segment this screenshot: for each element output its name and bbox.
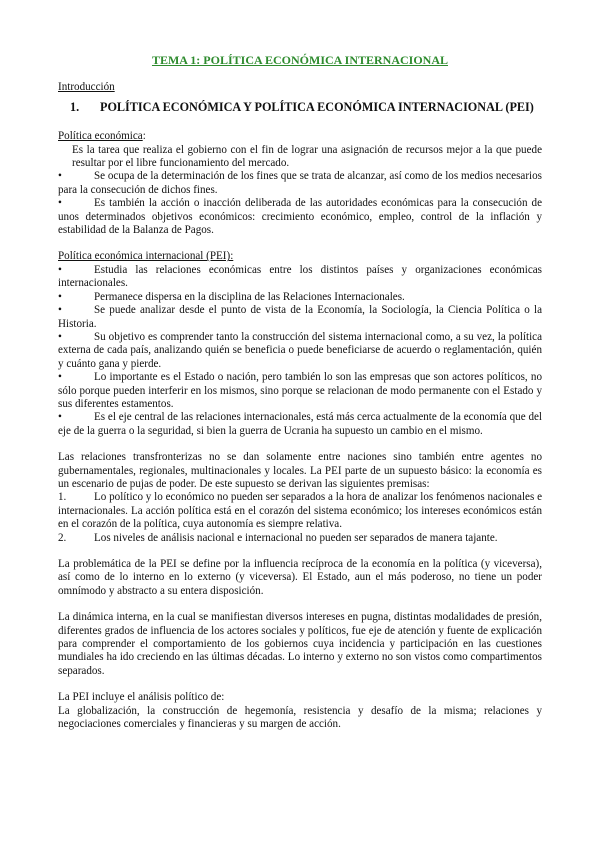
- paragraph-problematica: La problemática de la PEI se define por la influencia recíproca de la economía en la política (y viceversa), así como de lo interno en lo externo (y viceversa). El Estado, aun el más poderoso, no tiene un poder omnímodo y abstracto a su entera disposición.: [58, 558, 542, 597]
- bullet-mark: •: [58, 330, 62, 343]
- pei-bullet-text: Lo importante es el Estado o nación, pero también lo son las empresas que son actores políticos, no sólo porque pueden interferir en los mismos, sino porque se relacionan de modo permanente con el Estado y sus diferentes estamentos.: [58, 371, 542, 410]
- pei-bullet-3: [58, 304, 542, 331]
- pe-bullet-text: Se ocupa de la determinación de los fines que se trata de alcanzar, así como de los medios necesarios para la consecución de dichos fines.: [58, 170, 542, 196]
- bullet-mark: •: [58, 411, 62, 424]
- pe-bullet-text: Es también la acción o inacción deliberada de las autoridades económicas para la consecución de unos determinados objetivos económicos: crecimiento económico, empleo, control de la inflación y estabilidad de la Balanza de Pagos.: [58, 197, 542, 237]
- premisa-2: [58, 532, 542, 545]
- pe-bullet-1: [58, 170, 542, 197]
- bullet-mark: •: [58, 304, 62, 317]
- pe-label: Política económica: [58, 130, 143, 143]
- premisa-text: Los niveles de análisis nacional e internacional no pueden ser separados de manera tajante.: [94, 531, 498, 544]
- pe-definition: Es la tarea que realiza el gobierno con el fin de lograr una asignación de recursos mejor a la que puede resultar por el libre funcionamiento del mercado.: [72, 143, 542, 170]
- pei-bullet-text: Permanece dispersa en la disciplina de las Relaciones Internacionales.: [94, 290, 405, 303]
- bullet-mark: •: [58, 371, 62, 384]
- bullet-mark: •: [58, 290, 62, 303]
- pei-bullet-5: [58, 371, 542, 411]
- pei-label: Política económica internacional (PEI):: [58, 250, 234, 263]
- pei-bullet-text: Se puede analizar desde el punto de vista de la Economía, la Sociología, la Ciencia Política o la Historia.: [58, 304, 542, 330]
- section-number: 1.: [70, 99, 80, 114]
- pei-bullet-1: [58, 264, 542, 291]
- pei-bullet-text: Su objetivo es comprender tanto la construcción del sistema internacional como, a su vez, la política externa de cada país, analizando quién se beneficia o puede beneficiarse de acuerdo o reglamentación, quién y cuánto gana y pierde.: [58, 330, 542, 370]
- analisis-label: La PEI incluye el análisis político de:: [58, 691, 225, 704]
- premisa-number: 2.: [58, 531, 67, 544]
- section-heading: [58, 101, 542, 114]
- paragraph-dinamica: La dinámica interna, en la cual se manifiestan diversos intereses en pugna, distintas modalidades de presión, diferentes grados de influencia de los actores sociales y políticos, fue eje de atención y fuente de explicación para comprender el comportamiento de los gobiernos cuya incidencia y participación en las cuestiones mundiales ha ido creciendo en las últimas décadas. Lo interno y externo no son vistos como compartimentos separados.: [58, 611, 542, 677]
- bullet-mark: •: [58, 197, 62, 210]
- pe-label-line: [58, 130, 542, 143]
- premisa-1: [58, 491, 542, 531]
- bullet-mark: •: [58, 263, 62, 276]
- pei-bullet-2: [58, 291, 542, 304]
- pei-bullet-4: [58, 331, 542, 371]
- premisa-number: 1.: [58, 491, 67, 504]
- paragraph-transfronterizas: Las relaciones transfronterizas no se dan solamente entre naciones sino también entre agentes no gubernamentales, regionales, multinacionales y locales. La PEI parte de un supuesto básico: la economía es un escenario de pujas de poder. De este supuesto se derivan las siguientes premisas:: [58, 451, 542, 490]
- premisa-text: Lo político y lo económico no pueden ser separados a la hora de analizar los fenómenos nacionales e internacionales. La acción política está en el corazón del sistema económico; los intereses económicos están en el corazón de la política, cuya autonomía es siempre relativa.: [58, 491, 542, 531]
- pei-bullet-text: Estudia las relaciones económicas entre los distintos países y organizaciones económicas internacionales.: [58, 263, 542, 290]
- bullet-mark: •: [58, 170, 62, 183]
- pei-bullet-6: [58, 411, 542, 438]
- pe-label-colon: :: [142, 130, 146, 143]
- intro-label: Introducción: [58, 81, 115, 94]
- section-title: POLÍTICA ECONÓMICA Y POLÍTICA ECONÓMICA INTERNACIONAL (PEI): [100, 99, 534, 114]
- pei-bullet-text: Es el eje central de las relaciones internacionales, está más cerca actualmente de la economía que del eje de la guerra o la seguridad, si bien la guerra de Ucrania ha supuesto un cambio en el mismo.: [58, 411, 542, 437]
- pe-bullet-2: [58, 197, 542, 237]
- paragraph-globalizacion: La globalización, la construcción de hegemonía, resistencia y desafío de la misma; relaciones y negociaciones comerciales y financieras y su margen de acción.: [58, 704, 542, 731]
- document-title: TEMA 1: POLÍTICA ECONÓMICA INTERNACIONAL: [151, 53, 449, 67]
